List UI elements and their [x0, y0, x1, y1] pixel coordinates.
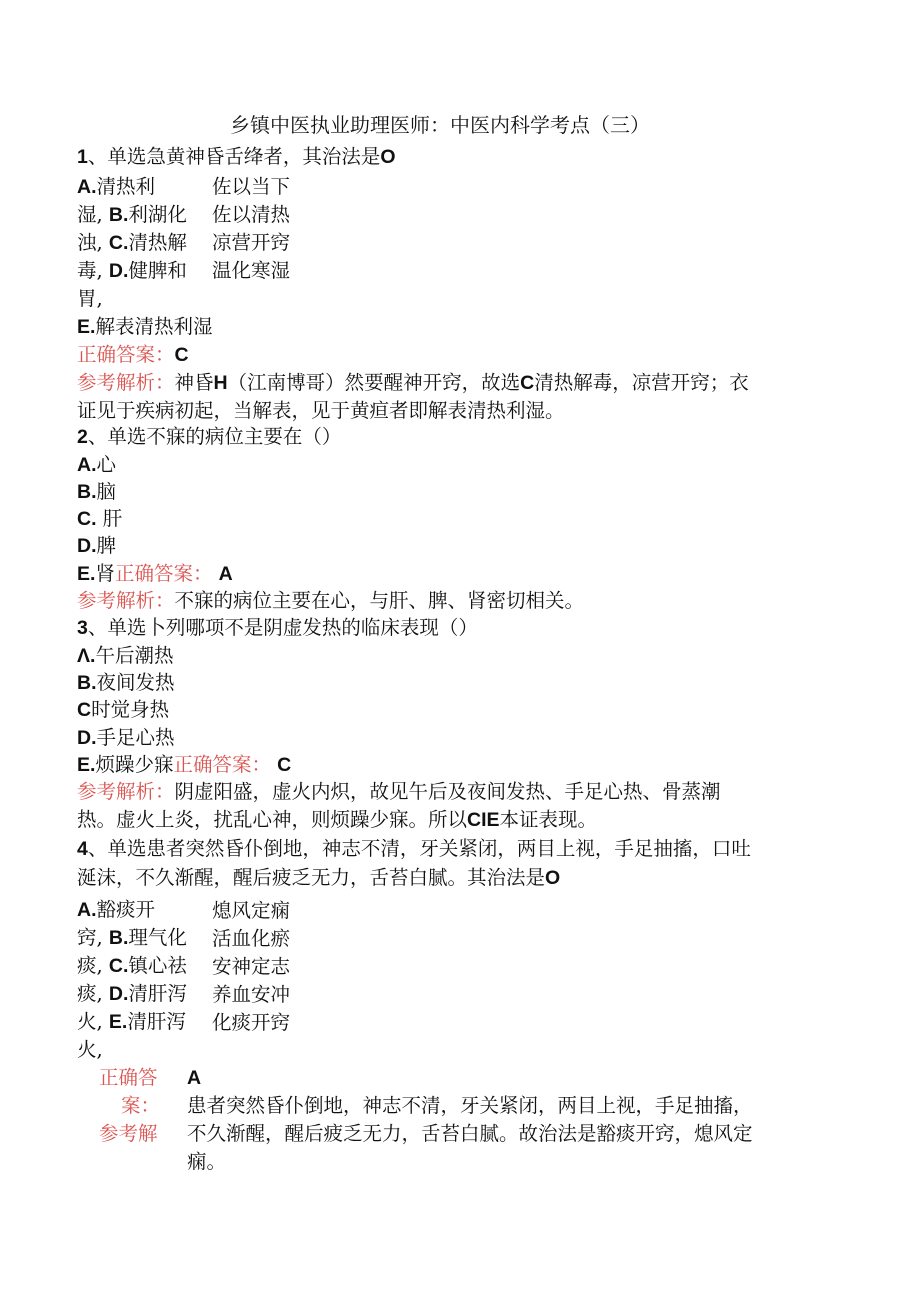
q1-option-d-tail: 胃,	[77, 287, 103, 310]
q3-option-e-answer: E.烦躁少寐正确答案： C	[77, 753, 292, 776]
q3-analysis-line-2: 热。虚火上炎，扰乱心神，则烦躁少寐。所以CIE本证表现。	[77, 808, 598, 831]
q1-option-col2: 佐以当下	[212, 175, 291, 198]
question-4-stem-line-2: 涎沫，不久渐醒，醒后疲乏无力，舌苔白腻。其治法是O	[77, 866, 561, 889]
q4-analysis-line-2: 不久渐醒，醒后疲乏无力，舌苔白腻。故治法是豁痰开窍，熄风定	[187, 1122, 753, 1145]
q4-analysis-line-3: 痫。	[187, 1150, 227, 1173]
answer-blank: O	[380, 146, 396, 168]
q2-analysis: 参考解析：不寐的病位主要在心，与肝、脾、肾密切相关。	[77, 589, 585, 612]
q4-option-col2: 熄风定痫	[212, 899, 291, 922]
q1-option-b: 湿, B.利湖化	[77, 203, 187, 226]
q1-analysis-line-1: 参考解析：神昏H（江南博哥）然要醒神开窍，故选C清热解毒，凉营开窍；衣	[77, 371, 749, 394]
q3-option-b: B.夜间发热	[77, 671, 175, 694]
q4-option-e-tail: 火,	[77, 1038, 103, 1061]
q4-answer-label-line-2: 案：	[121, 1094, 161, 1117]
q1-answer	[77, 341, 189, 369]
question-text: 、单选急黄神昏舌绛者，其治法是	[87, 145, 381, 168]
analysis-label: 参考解析：	[77, 780, 175, 803]
question-2-stem: 2、单选不寐的病位主要在（）	[77, 425, 342, 448]
answer-value: C	[174, 344, 189, 366]
question-number: 1	[77, 146, 88, 168]
q4-option-col2: 化痰开窍	[212, 1011, 291, 1034]
q4-answer-label-line-1: 正确答	[99, 1066, 158, 1089]
answer-value: C	[277, 754, 292, 776]
q2-option-b: B.脑	[77, 480, 117, 503]
answer-label: 正确答案：	[77, 343, 175, 366]
answer-label: 正确答案：	[114, 562, 213, 585]
q4-option-col2: 养血安冲	[212, 983, 291, 1006]
q1-option-a: A.清热利	[77, 175, 156, 198]
question-1-stem	[77, 143, 396, 171]
q2-option-a: A.心	[77, 453, 117, 476]
question-3-stem: 3、单选卜列哪项不是阴虚发热的临床表现（）	[77, 616, 478, 639]
q1-option-col2: 温化寒湿	[212, 259, 291, 282]
q3-option-c: C时觉身热	[77, 698, 170, 721]
q4-answer-value: A	[187, 1067, 202, 1089]
q1-option-col2: 凉营开窍	[212, 231, 291, 254]
q1-option-c: 浊, C.清热解	[77, 231, 187, 254]
question-4-stem-line-1: 4、单选患者突然昏仆倒地，神志不清，牙关紧闭，两目上视，手足抽搐，口吐	[77, 837, 751, 860]
q1-analysis-line-2: 证见于疾病初起，当解表，见于黄疸者即解表清热利湿。	[77, 399, 565, 422]
q4-option-col2: 活血化瘀	[212, 927, 291, 950]
analysis-label: 参考解析：	[77, 589, 175, 612]
q2-option-e-answer: E.肾正确答案： A	[77, 562, 233, 585]
q4-analysis-line-1: 患者突然昏仆倒地，神志不清，牙关紧闭，两目上视，手足抽搐，	[187, 1094, 753, 1117]
q3-option-d: D.手足心热	[77, 726, 175, 749]
q3-analysis-line-1: 参考解析：阴虚阳盛，虚火内炽，故见午后及夜间发热、手足心热、骨蒸潮	[77, 780, 721, 803]
q1-option-e: E.解表清热利湿	[77, 315, 213, 338]
q2-option-d: D.脾	[77, 534, 117, 557]
page-title: 乡镇中医执业助理医师：中医内科学考点（三）	[230, 113, 650, 137]
q3-option-a: Λ.午后潮热	[77, 644, 174, 667]
q4-option-col2: 安神定志	[212, 955, 291, 978]
q4-analysis-label: 参考解	[99, 1122, 158, 1145]
q4-option-a: A.豁痰开	[77, 898, 156, 921]
q2-option-c: C. 肝	[77, 507, 123, 530]
analysis-label: 参考解析：	[77, 371, 175, 394]
q4-option-e: 火, E.清肝泻	[77, 1010, 186, 1033]
q4-option-b: 窍, B.理气化	[77, 926, 187, 949]
q1-option-d: 毒, D.健脾和	[77, 259, 187, 282]
q1-option-col2: 佐以清热	[212, 203, 291, 226]
q4-option-c: 痰, C.镇心祛	[77, 954, 187, 977]
answer-label: 正确答案：	[173, 753, 271, 776]
answer-value: A	[218, 563, 233, 585]
q4-option-d: 痰, D.清肝泻	[77, 982, 187, 1005]
